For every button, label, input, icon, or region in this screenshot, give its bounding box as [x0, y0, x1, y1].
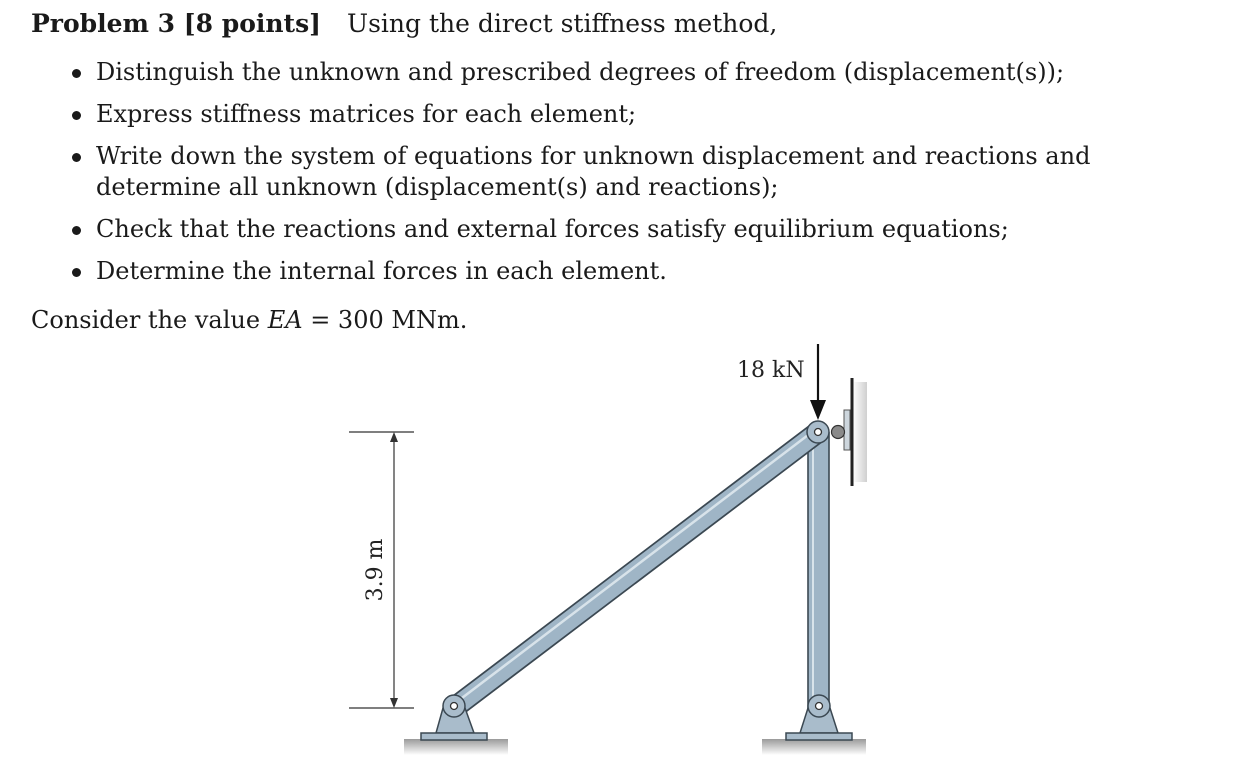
pin-icon [816, 703, 823, 710]
arrow-down-icon [810, 400, 826, 420]
roller-guide [844, 410, 850, 450]
task-text: Determine the internal forces in each element. [96, 257, 667, 285]
roller-icon [832, 426, 845, 439]
height-dimension [349, 432, 414, 708]
diagonal-highlight [458, 429, 816, 701]
consider-prefix: Consider the value [31, 306, 268, 334]
task-text: Check that the reactions and external forces satisfy equilibrium equations; [96, 215, 1009, 243]
diagonal-member [454, 432, 818, 708]
ground-right [762, 739, 866, 755]
wall-hatch [853, 382, 867, 482]
pin-icon [451, 703, 458, 710]
load-arrow [737, 344, 826, 420]
problem-intro: Using the direct stiffness method, [347, 9, 778, 38]
task-text: Express stiffness matrices for each element; [96, 100, 637, 128]
pin-icon [815, 429, 822, 436]
right-pin-support [786, 695, 852, 740]
height-label: 3.9 m [363, 538, 388, 602]
arrow-down-icon [390, 698, 398, 708]
problem-label: Problem 3 [8 points] [31, 9, 321, 38]
load-label: 18 kN [737, 358, 805, 383]
ground-left [404, 739, 508, 755]
arrow-up-icon [390, 432, 398, 442]
consider-value: = 300 MNm. [302, 306, 468, 334]
vertical-member [808, 433, 829, 723]
ea-symbol: EA [267, 306, 303, 334]
task-text: Write down the system of equations for unknown displacement and reactions and determine all unknown (displacement(s) and reactions); [96, 142, 1091, 201]
top-joint [807, 421, 845, 443]
task-text: Distinguish the unknown and prescribed degrees of freedom (displacement(s)); [96, 58, 1065, 86]
